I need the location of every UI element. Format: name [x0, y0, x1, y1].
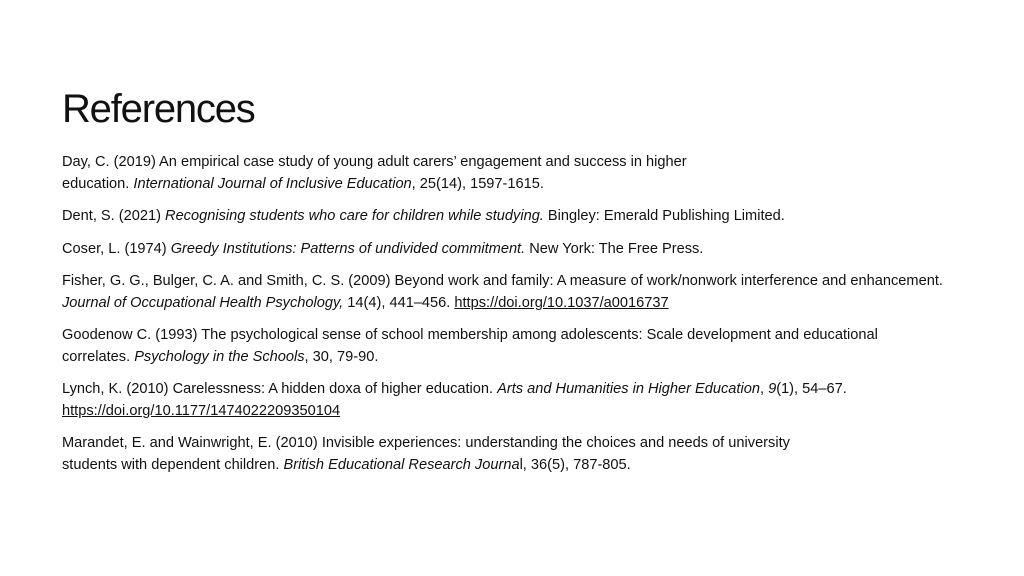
reference-journal: International Journal of Inclusive Education	[133, 175, 412, 192]
reference-book-title: Recognising students who care for children while studying.	[165, 208, 544, 224]
reference-text: Dent, S. (2021)	[62, 208, 166, 224]
reference-details: 14(4), 441–456.	[343, 294, 455, 311]
reference-item	[62, 379, 962, 422]
reference-doi-link[interactable]: https://doi.org/10.1177/1474022209350104	[62, 402, 341, 419]
reference-item	[62, 433, 847, 476]
reference-journal: Arts and Humanities in Higher Education	[497, 381, 760, 397]
reference-item	[62, 239, 984, 261]
reference-details: , 30, 79-90.	[304, 348, 379, 365]
reference-text: Lynch, K. (2010) Carelessness: A hidden doxa of higher education.	[62, 381, 498, 397]
reference-journal: British Educational Research Journa	[283, 456, 520, 473]
reference-item	[62, 271, 984, 314]
reference-text: Goodenow C. (1993) The psychological sense of school membership among adolescents: Scale development and educational correlates.	[62, 327, 878, 365]
reference-item	[62, 325, 902, 368]
reference-doi-link[interactable]: https://doi.org/10.1037/a0016737	[454, 294, 669, 311]
reference-book-title: Greedy Institutions: Patterns of undivided commitment.	[170, 240, 526, 257]
reference-details: Bingley: Emerald Publishing Limited.	[543, 208, 785, 224]
reference-journal: Psychology in the Schools	[134, 348, 305, 365]
slide-title: References	[62, 87, 255, 131]
reference-details: , 25(14), 1597-1615.	[411, 175, 544, 192]
reference-details: ,	[759, 381, 769, 397]
reference-details: New York: The Free Press.	[525, 240, 704, 257]
reference-list	[62, 152, 984, 476]
reference-text: Coser, L. (1974)	[62, 240, 171, 257]
reference-item	[62, 206, 984, 228]
reference-text: Day, C. (2019) An empirical case study of young adult carers’ engagement and success in higher education.	[62, 154, 687, 192]
reference-details: (1), 54–67.	[776, 381, 847, 397]
reference-item	[62, 152, 752, 195]
reference-details: l, 36(5), 787-805.	[519, 456, 631, 473]
reference-volume: 9	[768, 381, 777, 397]
reference-text: Marandet, E. and Wainwright, E. (2010) Invisible experiences: understanding the choices and needs of university students with dependent children.	[62, 435, 790, 473]
reference-text: Fisher, G. G., Bulger, C. A. and Smith, C. S. (2009) Beyond work and family: A measure of work/nonwork interference and enhancement.	[62, 273, 943, 289]
reference-journal: Journal of Occupational Health Psychology,	[62, 294, 344, 311]
